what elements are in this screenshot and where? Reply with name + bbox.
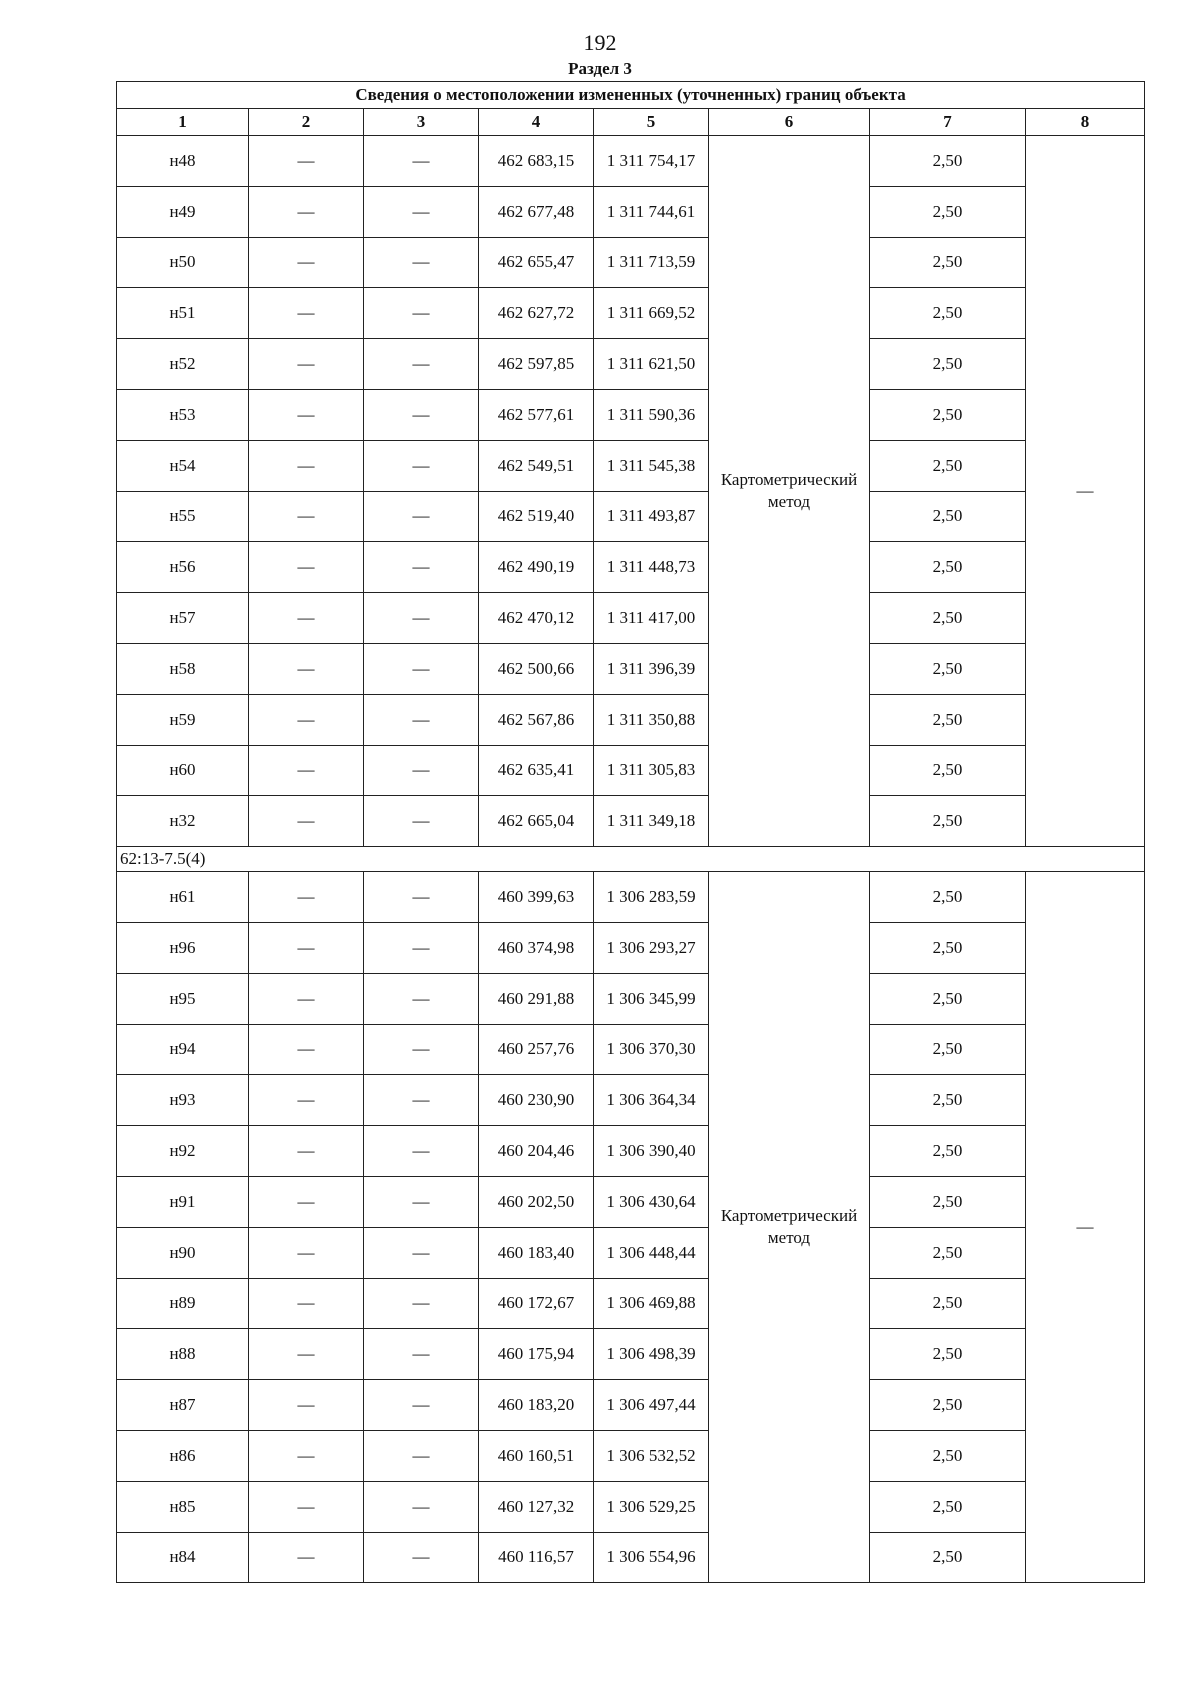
point-name-cell: н57 — [117, 593, 249, 644]
table-row — [117, 389, 1145, 440]
accuracy-cell: 2,50 — [870, 1430, 1026, 1481]
boundary-coordinates-table — [116, 81, 1145, 1583]
point-name-cell: н49 — [117, 186, 249, 237]
table-row — [117, 136, 1145, 187]
y-coordinate-cell: 1 306 390,40 — [594, 1126, 709, 1177]
column-2-cell: — — [249, 491, 364, 542]
y-coordinate-cell: 1 311 744,61 — [594, 186, 709, 237]
y-coordinate-cell: 1 311 590,36 — [594, 389, 709, 440]
x-coordinate-cell: 460 183,40 — [479, 1227, 594, 1278]
y-coordinate-cell: 1 306 498,39 — [594, 1329, 709, 1380]
accuracy-cell: 2,50 — [870, 593, 1026, 644]
column-3-cell: — — [364, 973, 479, 1024]
section-title: Раздел 3 — [568, 59, 632, 78]
column-3-cell: — — [364, 339, 479, 390]
column-2-cell: — — [249, 973, 364, 1024]
column-number-row — [117, 109, 1145, 136]
table-row — [117, 1532, 1145, 1583]
column-2-cell: — — [249, 389, 364, 440]
column-3-cell: — — [364, 593, 479, 644]
column-2-cell: — — [249, 922, 364, 973]
x-coordinate-cell: 462 677,48 — [479, 186, 594, 237]
column-3-cell: — — [364, 136, 479, 187]
x-coordinate-cell: 460 257,76 — [479, 1024, 594, 1075]
column-8-cell: — — [1026, 136, 1145, 847]
y-coordinate-cell: 1 311 305,83 — [594, 745, 709, 796]
accuracy-cell: 2,50 — [870, 389, 1026, 440]
table-row — [117, 1176, 1145, 1227]
accuracy-cell: 2,50 — [870, 440, 1026, 491]
y-coordinate-cell: 1 306 430,64 — [594, 1176, 709, 1227]
column-2-cell: — — [249, 1227, 364, 1278]
x-coordinate-cell: 462 470,12 — [479, 593, 594, 644]
column-3-cell: — — [364, 1126, 479, 1177]
column-2-cell: — — [249, 1380, 364, 1431]
column-2-cell: — — [249, 643, 364, 694]
table-row — [117, 1329, 1145, 1380]
y-coordinate-cell: 1 311 545,38 — [594, 440, 709, 491]
column-3-cell: — — [364, 1380, 479, 1431]
x-coordinate-cell: 462 519,40 — [479, 491, 594, 542]
column-number: 2 — [249, 109, 364, 136]
table-row — [117, 1278, 1145, 1329]
point-name-cell: н96 — [117, 922, 249, 973]
y-coordinate-cell: 1 306 283,59 — [594, 872, 709, 923]
x-coordinate-cell: 460 172,67 — [479, 1278, 594, 1329]
y-coordinate-cell: 1 311 493,87 — [594, 491, 709, 542]
accuracy-cell: 2,50 — [870, 1176, 1026, 1227]
table-row — [117, 288, 1145, 339]
y-coordinate-cell: 1 306 370,30 — [594, 1024, 709, 1075]
column-3-cell: — — [364, 922, 479, 973]
table-row — [117, 491, 1145, 542]
point-name-cell: н60 — [117, 745, 249, 796]
point-name-cell: н52 — [117, 339, 249, 390]
point-name-cell: н53 — [117, 389, 249, 440]
point-name-cell: н50 — [117, 237, 249, 288]
column-2-cell: — — [249, 440, 364, 491]
column-3-cell: — — [364, 440, 479, 491]
table-row — [117, 694, 1145, 745]
x-coordinate-cell: 462 500,66 — [479, 643, 594, 694]
column-2-cell: — — [249, 872, 364, 923]
y-coordinate-cell: 1 306 345,99 — [594, 973, 709, 1024]
point-name-cell: н92 — [117, 1126, 249, 1177]
point-name-cell: н87 — [117, 1380, 249, 1431]
method-cell: Картометрический метод — [709, 136, 870, 847]
column-2-cell: — — [249, 136, 364, 187]
accuracy-cell: 2,50 — [870, 745, 1026, 796]
y-coordinate-cell: 1 311 349,18 — [594, 796, 709, 847]
column-3-cell: — — [364, 1329, 479, 1380]
y-coordinate-cell: 1 311 417,00 — [594, 593, 709, 644]
column-3-cell: — — [364, 237, 479, 288]
table-row — [117, 872, 1145, 923]
column-number: 4 — [479, 109, 594, 136]
group-label-row — [117, 847, 1145, 872]
column-number: 6 — [709, 109, 870, 136]
x-coordinate-cell: 460 175,94 — [479, 1329, 594, 1380]
point-name-cell: н61 — [117, 872, 249, 923]
table-row — [117, 643, 1145, 694]
table-row — [117, 922, 1145, 973]
x-coordinate-cell: 462 597,85 — [479, 339, 594, 390]
accuracy-cell: 2,50 — [870, 542, 1026, 593]
column-3-cell: — — [364, 1430, 479, 1481]
table-row — [117, 1227, 1145, 1278]
accuracy-cell: 2,50 — [870, 973, 1026, 1024]
x-coordinate-cell: 462 490,19 — [479, 542, 594, 593]
accuracy-cell: 2,50 — [870, 1481, 1026, 1532]
accuracy-cell: 2,50 — [870, 1278, 1026, 1329]
y-coordinate-cell: 1 306 469,88 — [594, 1278, 709, 1329]
point-name-cell: н94 — [117, 1024, 249, 1075]
accuracy-cell: 2,50 — [870, 136, 1026, 187]
x-coordinate-cell: 462 549,51 — [479, 440, 594, 491]
y-coordinate-cell: 1 311 448,73 — [594, 542, 709, 593]
x-coordinate-cell: 462 655,47 — [479, 237, 594, 288]
y-coordinate-cell: 1 306 497,44 — [594, 1380, 709, 1431]
group-label: 62:13-7.5(4) — [117, 847, 1145, 872]
y-coordinate-cell: 1 311 350,88 — [594, 694, 709, 745]
accuracy-cell: 2,50 — [870, 1227, 1026, 1278]
x-coordinate-cell: 460 116,57 — [479, 1532, 594, 1583]
column-2-cell: — — [249, 593, 364, 644]
column-2-cell: — — [249, 745, 364, 796]
column-2-cell: — — [249, 1329, 364, 1380]
column-2-cell: — — [249, 339, 364, 390]
column-number: 3 — [364, 109, 479, 136]
column-3-cell: — — [364, 288, 479, 339]
table-row — [117, 1024, 1145, 1075]
column-3-cell: — — [364, 1176, 479, 1227]
point-name-cell: н59 — [117, 694, 249, 745]
y-coordinate-cell: 1 311 754,17 — [594, 136, 709, 187]
column-number: 7 — [870, 109, 1026, 136]
y-coordinate-cell: 1 311 669,52 — [594, 288, 709, 339]
column-2-cell: — — [249, 1532, 364, 1583]
table-row — [117, 186, 1145, 237]
point-name-cell: н58 — [117, 643, 249, 694]
point-name-cell: н89 — [117, 1278, 249, 1329]
column-2-cell: — — [249, 186, 364, 237]
accuracy-cell: 2,50 — [870, 1024, 1026, 1075]
column-2-cell: — — [249, 694, 364, 745]
table-row — [117, 745, 1145, 796]
table-row — [117, 1126, 1145, 1177]
column-3-cell: — — [364, 1227, 479, 1278]
page-number: 192 — [583, 30, 617, 55]
accuracy-cell: 2,50 — [870, 643, 1026, 694]
column-3-cell: — — [364, 542, 479, 593]
accuracy-cell: 2,50 — [870, 1329, 1026, 1380]
x-coordinate-cell: 460 291,88 — [479, 973, 594, 1024]
column-number: 8 — [1026, 109, 1145, 136]
y-coordinate-cell: 1 311 396,39 — [594, 643, 709, 694]
y-coordinate-cell: 1 306 448,44 — [594, 1227, 709, 1278]
column-3-cell: — — [364, 491, 479, 542]
accuracy-cell: 2,50 — [870, 922, 1026, 973]
column-2-cell: — — [249, 1430, 364, 1481]
point-name-cell: н55 — [117, 491, 249, 542]
accuracy-cell: 2,50 — [870, 1075, 1026, 1126]
point-name-cell: н86 — [117, 1430, 249, 1481]
column-2-cell: — — [249, 237, 364, 288]
column-3-cell: — — [364, 1075, 479, 1126]
accuracy-cell: 2,50 — [870, 339, 1026, 390]
table-row — [117, 1430, 1145, 1481]
accuracy-cell: 2,50 — [870, 237, 1026, 288]
column-3-cell: — — [364, 1481, 479, 1532]
column-3-cell: — — [364, 1532, 479, 1583]
y-coordinate-cell: 1 311 713,59 — [594, 237, 709, 288]
x-coordinate-cell: 462 635,41 — [479, 745, 594, 796]
point-name-cell: н48 — [117, 136, 249, 187]
accuracy-cell: 2,50 — [870, 1380, 1026, 1431]
table-caption: Сведения о местоположении измененных (уточненных) границ объекта — [117, 82, 1145, 109]
accuracy-cell: 2,50 — [870, 694, 1026, 745]
y-coordinate-cell: 1 306 364,34 — [594, 1075, 709, 1126]
column-2-cell: — — [249, 288, 364, 339]
point-name-cell: н56 — [117, 542, 249, 593]
column-2-cell: — — [249, 1176, 364, 1227]
table-body — [117, 136, 1145, 1583]
column-2-cell: — — [249, 1126, 364, 1177]
x-coordinate-cell: 460 183,20 — [479, 1380, 594, 1431]
point-name-cell: н32 — [117, 796, 249, 847]
accuracy-cell: 2,50 — [870, 872, 1026, 923]
table-row — [117, 1075, 1145, 1126]
table-row — [117, 593, 1145, 644]
x-coordinate-cell: 462 567,86 — [479, 694, 594, 745]
column-2-cell: — — [249, 1075, 364, 1126]
column-2-cell: — — [249, 1481, 364, 1532]
point-name-cell: н54 — [117, 440, 249, 491]
y-coordinate-cell: 1 306 293,27 — [594, 922, 709, 973]
x-coordinate-cell: 460 374,98 — [479, 922, 594, 973]
accuracy-cell: 2,50 — [870, 1126, 1026, 1177]
x-coordinate-cell: 462 683,15 — [479, 136, 594, 187]
x-coordinate-cell: 462 577,61 — [479, 389, 594, 440]
x-coordinate-cell: 460 230,90 — [479, 1075, 594, 1126]
x-coordinate-cell: 460 202,50 — [479, 1176, 594, 1227]
y-coordinate-cell: 1 306 532,52 — [594, 1430, 709, 1481]
column-3-cell: — — [364, 1024, 479, 1075]
table-row — [117, 973, 1145, 1024]
column-2-cell: — — [249, 1024, 364, 1075]
table-row — [117, 1380, 1145, 1431]
table-row — [117, 440, 1145, 491]
point-name-cell: н93 — [117, 1075, 249, 1126]
column-3-cell: — — [364, 643, 479, 694]
column-number: 1 — [117, 109, 249, 136]
point-name-cell: н91 — [117, 1176, 249, 1227]
x-coordinate-cell: 462 665,04 — [479, 796, 594, 847]
point-name-cell: н88 — [117, 1329, 249, 1380]
accuracy-cell: 2,50 — [870, 1532, 1026, 1583]
column-3-cell: — — [364, 1278, 479, 1329]
table-row — [117, 1481, 1145, 1532]
point-name-cell: н85 — [117, 1481, 249, 1532]
column-3-cell: — — [364, 186, 479, 237]
accuracy-cell: 2,50 — [870, 288, 1026, 339]
accuracy-cell: 2,50 — [870, 796, 1026, 847]
y-coordinate-cell: 1 306 554,96 — [594, 1532, 709, 1583]
x-coordinate-cell: 460 399,63 — [479, 872, 594, 923]
column-8-cell: — — [1026, 872, 1145, 1583]
column-2-cell: — — [249, 542, 364, 593]
method-cell: Картометрический метод — [709, 872, 870, 1583]
column-2-cell: — — [249, 1278, 364, 1329]
point-name-cell: н95 — [117, 973, 249, 1024]
x-coordinate-cell: 460 127,32 — [479, 1481, 594, 1532]
table-row — [117, 542, 1145, 593]
column-3-cell: — — [364, 796, 479, 847]
point-name-cell: н90 — [117, 1227, 249, 1278]
column-3-cell: — — [364, 872, 479, 923]
accuracy-cell: 2,50 — [870, 491, 1026, 542]
table-row — [117, 796, 1145, 847]
x-coordinate-cell: 460 204,46 — [479, 1126, 594, 1177]
y-coordinate-cell: 1 306 529,25 — [594, 1481, 709, 1532]
table-row — [117, 339, 1145, 390]
point-name-cell: н51 — [117, 288, 249, 339]
column-3-cell: — — [364, 745, 479, 796]
column-3-cell: — — [364, 389, 479, 440]
point-name-cell: н84 — [117, 1532, 249, 1583]
table-row — [117, 237, 1145, 288]
x-coordinate-cell: 462 627,72 — [479, 288, 594, 339]
column-3-cell: — — [364, 694, 479, 745]
y-coordinate-cell: 1 311 621,50 — [594, 339, 709, 390]
column-number: 5 — [594, 109, 709, 136]
x-coordinate-cell: 460 160,51 — [479, 1430, 594, 1481]
column-2-cell: — — [249, 796, 364, 847]
accuracy-cell: 2,50 — [870, 186, 1026, 237]
